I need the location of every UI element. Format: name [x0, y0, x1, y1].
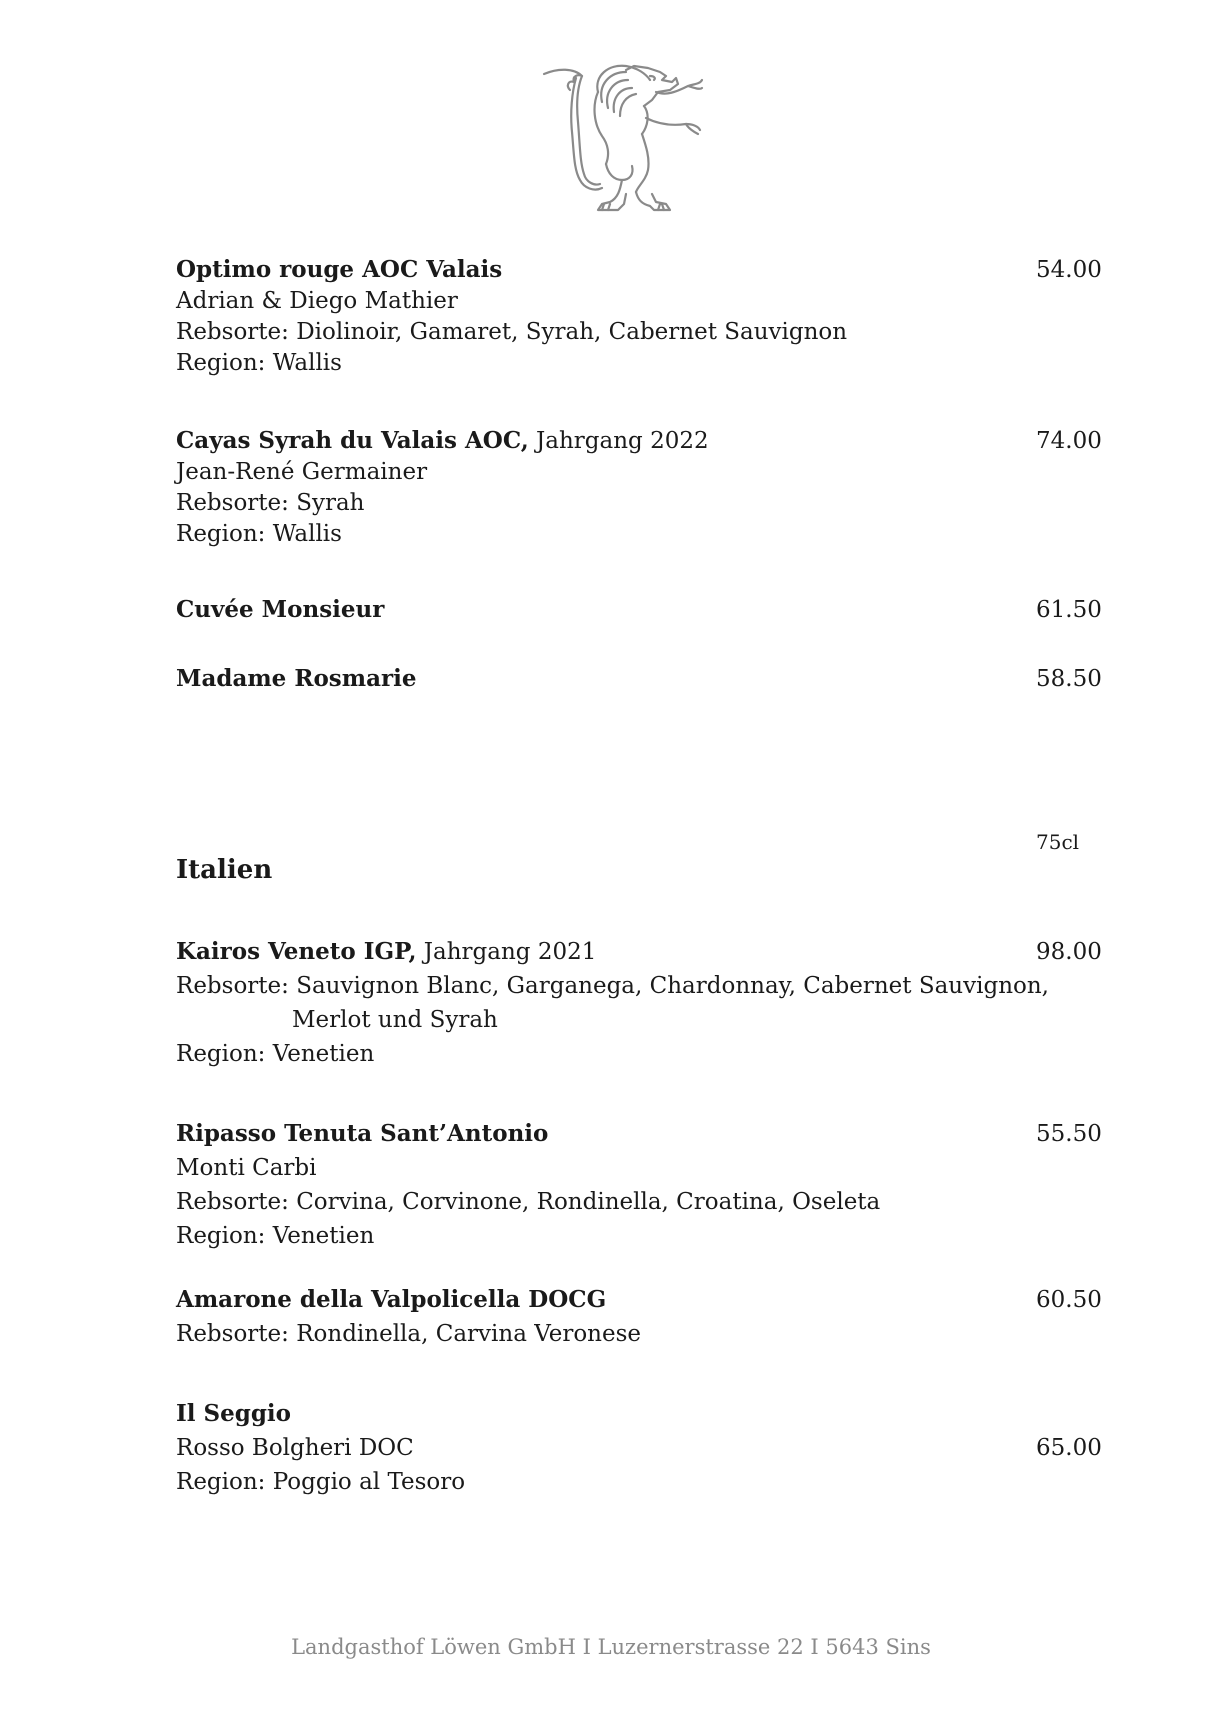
lion-logo-icon — [538, 62, 718, 222]
wine-price: 61.50 — [1036, 597, 1102, 623]
wine-producer: Jean-René Germainer — [176, 459, 428, 485]
wine-region: Region: Wallis — [176, 350, 342, 376]
wine-name: Cayas Syrah du Valais AOC, — [176, 427, 529, 454]
wine-title-line — [176, 935, 596, 969]
wine-grapes: Rebsorte: Rondinella, Carvina Veronese — [176, 1321, 642, 1347]
wine-name: Ripasso Tenuta Sant’Antonio — [176, 1120, 549, 1147]
wine-grapes: Rebsorte: Sauvignon Blanc, Garganega, Chardonnay, Cabernet Sauvignon, — [176, 973, 1049, 999]
wine-name: Cuvée Monsieur — [176, 596, 385, 623]
wine-name: Madame Rosmarie — [176, 665, 417, 692]
wine-price: 55.50 — [1036, 1121, 1102, 1147]
wine-vintage: Jahrgang 2022 — [528, 428, 709, 454]
wine-grapes: Rebsorte: Diolinoir, Gamaret, Syrah, Cabernet Sauvignon — [176, 319, 848, 345]
wine-grapes: Rebsorte: Syrah — [176, 490, 365, 516]
wine-region: Region: Venetien — [176, 1223, 375, 1249]
wine-name: Optimo rouge AOC Valais — [176, 256, 503, 283]
wine-price: 98.00 — [1036, 939, 1102, 965]
wine-name: Amarone della Valpolicella DOCG — [176, 1286, 607, 1313]
footer-address: Landgasthof Löwen GmbH I Luzernerstrasse 22 I 5643 Sins — [291, 1635, 931, 1659]
wine-title-line — [176, 424, 709, 458]
bottle-size-label: 75cl — [1036, 830, 1080, 854]
wine-grapes: Rebsorte: Corvina, Corvinone, Rondinella, Croatina, Oseleta — [176, 1189, 881, 1215]
wine-name: Kairos Veneto IGP, — [176, 938, 417, 965]
wine-producer: Adrian & Diego Mathier — [176, 288, 458, 314]
wine-region: Region: Venetien — [176, 1041, 375, 1067]
wine-producer: Monti Carbi — [176, 1155, 317, 1181]
wine-region: Region: Poggio al Tesoro — [176, 1469, 466, 1495]
wine-producer: Rosso Bolgheri DOC — [176, 1435, 414, 1461]
wine-price: 74.00 — [1036, 428, 1102, 454]
wine-price: 65.00 — [1036, 1435, 1102, 1461]
wine-grapes-continued: Merlot und Syrah — [292, 1007, 498, 1033]
wine-price: 54.00 — [1036, 257, 1102, 283]
wine-name: Il Seggio — [176, 1400, 291, 1427]
wine-region: Region: Wallis — [176, 521, 342, 547]
wine-price: 58.50 — [1036, 666, 1102, 692]
wine-vintage: Jahrgang 2021 — [416, 939, 597, 965]
section-title: Italien — [176, 855, 273, 885]
wine-price: 60.50 — [1036, 1287, 1102, 1313]
